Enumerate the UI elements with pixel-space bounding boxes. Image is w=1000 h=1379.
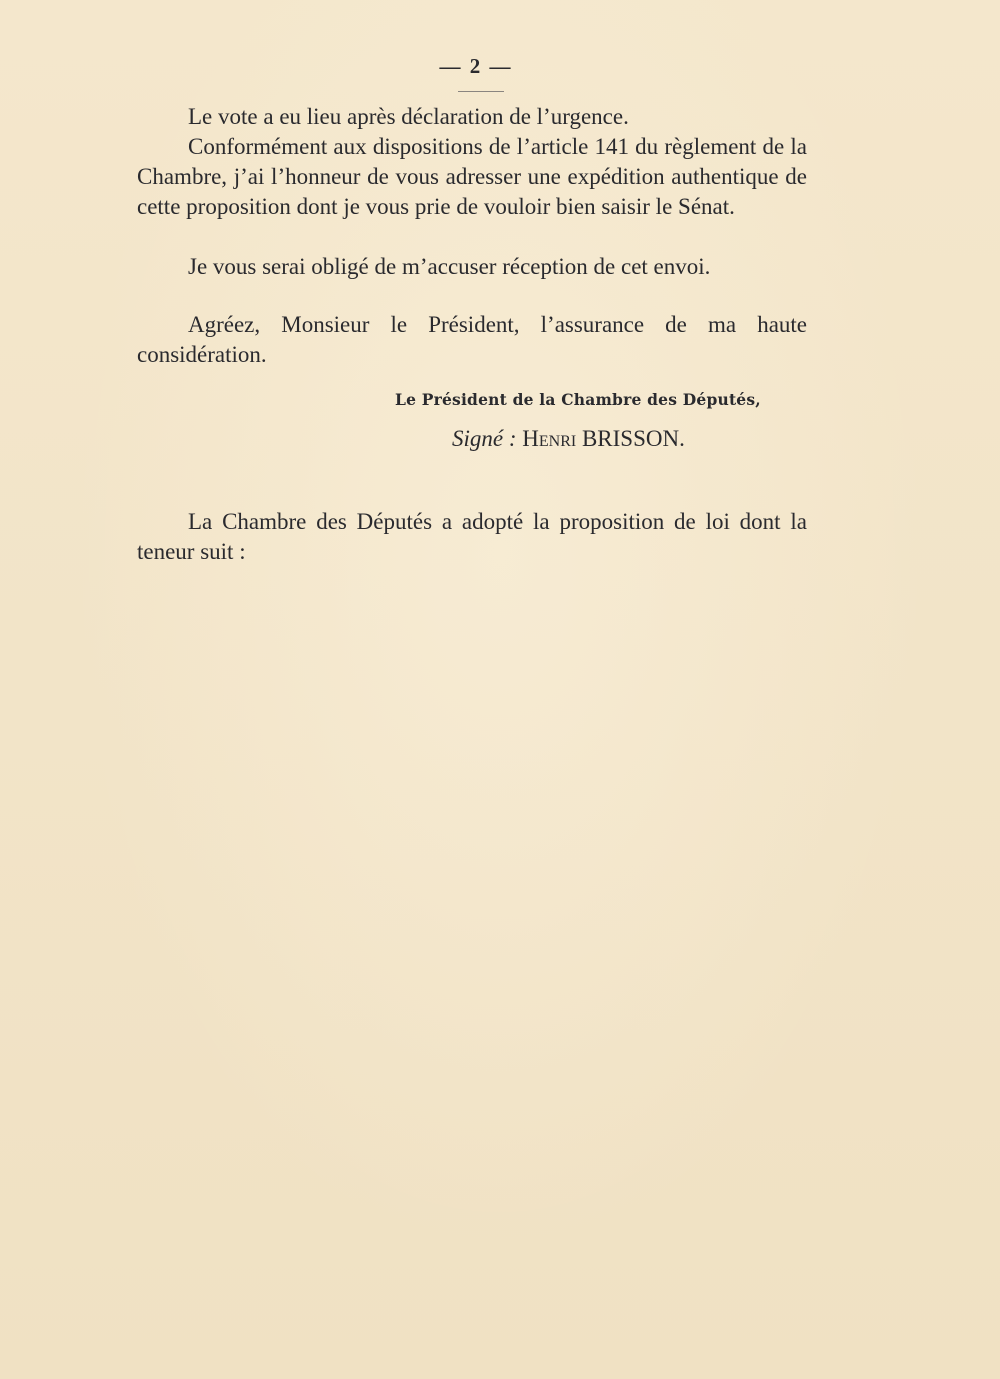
- signature-line: [452, 426, 685, 452]
- header-rule: [458, 91, 504, 92]
- signatory-first-name: Henri: [522, 426, 577, 451]
- paragraph-article: Conformément aux dispositions de l’article 141 du règlement de la Chambre, j’ai l’honneur de vous adresser une expédition authentique de cette proposition dont je vous prie de vouloir bien saisir le Sénat.: [137, 134, 807, 219]
- signatory-title: Le Président de la Chambre des Députés,: [395, 390, 761, 409]
- paragraph-vote: Le vote a eu lieu après déclaration de l’urgence.: [188, 104, 629, 129]
- page-number: — 2 —: [439, 54, 513, 78]
- signature-label: Signé :: [452, 426, 517, 451]
- signatory-last-name: BRISSON.: [581, 426, 685, 451]
- paragraph-reception: Je vous serai obligé de m’accuser réception de cet envoi.: [188, 254, 711, 279]
- paragraph-salutation: Agréez, Monsieur le Président, l’assurance de ma haute considération.: [137, 312, 807, 367]
- paragraph-adoption: La Chambre des Députés a adopté la proposition de loi dont la teneur suit :: [137, 509, 807, 564]
